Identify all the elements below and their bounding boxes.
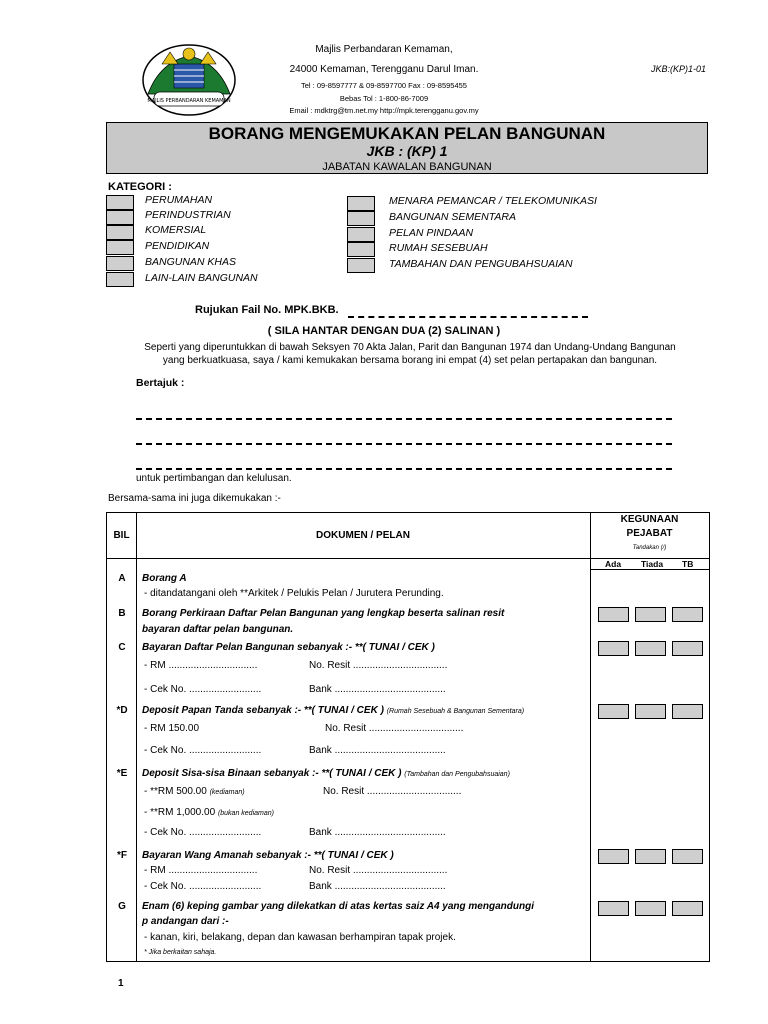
row-a-title: Borang A [142, 573, 187, 584]
enclosed-text: Bersama-sama ini juga dikemukakan :- [108, 493, 281, 504]
category-checkbox-komersial[interactable] [106, 225, 134, 240]
row-d-title: Deposit Papan Tanda sebanyak :- **( TUNAI / CEK ) [142, 705, 384, 716]
column-header-dokumen: DOKUMEN / PELAN [316, 530, 410, 541]
row-f-tb-box[interactable] [672, 849, 703, 864]
intro-line-2: yang berkuatkuasa, saya / kami kemukakan bersama borang ini empat (4) set pelan pertapakan dan bangunan. [162, 355, 658, 366]
category-label-menara: MENARA PEMANCAR / TELEKOMUNIKASI [389, 195, 597, 207]
row-c-ada-box[interactable] [598, 641, 629, 656]
header-line-4: Bebas Tol : 1-800-86-7009 [339, 94, 429, 103]
title-field-line-1[interactable] [136, 418, 672, 420]
row-d-resit: No. Resit .................................. [325, 723, 464, 734]
row-d-cek: - Cek No. .......................... [144, 745, 262, 756]
row-f-title: Bayaran Wang Amanah sebanyak :- **( TUNAI / CEK ) [142, 850, 394, 861]
row-g-sub: - kanan, kiri, belakang, depan dan kawasan berhampiran tapak projek. [144, 932, 456, 943]
category-checkbox-rumah-sesebuah[interactable] [347, 242, 375, 257]
row-c-rm: - RM ................................ [144, 660, 258, 671]
row-e-rm1: - **RM 500.00 [144, 786, 207, 797]
row-g-title: Enam (6) keping gambar yang dilekatkan di atas kertas saiz A4 yang mengandungi [142, 901, 534, 912]
row-c-bank: Bank ........................................ [309, 684, 446, 695]
row-d-bil: *D [116, 705, 128, 716]
department-name: JABATAN KAWALAN BANGUNAN [322, 161, 492, 173]
kategori-label: KATEGORI : [108, 181, 172, 193]
row-e-rm2-note: (bukan kediaman) [217, 810, 274, 817]
row-e-note: (Tambahan dan Pengubahsuaian) [404, 771, 510, 778]
file-reference-label: Rujukan Fail No. MPK.BKB. [195, 304, 339, 316]
documents-table [106, 512, 710, 962]
category-label-pendidikan: PENDIDIKAN [145, 240, 210, 252]
category-label-rumah-sesebuah: RUMAH SESEBUAH [389, 242, 488, 254]
category-label-sementara: BANGUNAN SEMENTARA [389, 211, 516, 223]
column-header-bil: BIL [113, 530, 130, 541]
category-checkbox-menara[interactable] [347, 196, 375, 211]
row-g-tiada-box[interactable] [635, 901, 666, 916]
row-e-bank: Bank ........................................ [309, 827, 446, 838]
row-e-cek: - Cek No. .......................... [144, 827, 262, 838]
row-d-ada-box[interactable] [598, 704, 629, 719]
row-b-title: Borang Perkiraan Daftar Pelan Bangunan yang lengkap beserta salinan resit [142, 608, 505, 619]
category-checkbox-lain-lain[interactable] [106, 272, 134, 287]
row-e-rm2: - **RM 1,000.00 [144, 807, 216, 818]
row-a-sub: - ditandatangani oleh **Arkitek / Pelukis Pelan / Jurutera Perunding. [144, 588, 444, 599]
form-title: BORANG MENGEMUKAKAN PELAN BANGUNAN [208, 124, 606, 143]
row-b-tiada-box[interactable] [635, 607, 666, 622]
category-checkbox-sementara[interactable] [347, 211, 375, 226]
row-c-resit: No. Resit .................................. [309, 660, 448, 671]
row-g-title-2: p andangan dari :- [142, 916, 229, 927]
logo-text: MAJLIS PERBANDARAN KEMAMAN [147, 98, 231, 104]
category-checkbox-pendidikan[interactable] [106, 240, 134, 255]
column-header-pejabat: PEJABAT [626, 528, 673, 539]
header-line-1: Majlis Perbandaran Kemaman, [315, 44, 453, 55]
consideration-text: untuk pertimbangan dan kelulusan. [136, 473, 292, 484]
category-label-komersial: KOMERSIAL [145, 224, 207, 236]
title-field-line-3[interactable] [136, 468, 672, 470]
row-d-tb-box[interactable] [672, 704, 703, 719]
row-f-cek: - Cek No. .......................... [144, 881, 262, 892]
row-d-note: (Rumah Sesebuah & Bangunan Sementara) [386, 708, 525, 715]
category-label-bangunan-khas: BANGUNAN KHAS [145, 256, 237, 268]
category-checkbox-pindaan[interactable] [347, 227, 375, 242]
row-c-cek: - Cek No. .......................... [144, 684, 262, 695]
bertajuk-label: Bertajuk : [136, 377, 185, 389]
category-label-tambahan: TAMBAHAN DAN PENGUBAHSUAIAN [389, 258, 573, 270]
row-f-rm: - RM ................................ [144, 865, 258, 876]
title-field-line-2[interactable] [136, 443, 672, 445]
category-label-perindustrian: PERINDUSTRIAN [145, 209, 231, 221]
header-line-2: 24000 Kemaman, Terengganu Darul Iman. [289, 64, 479, 75]
row-d-bank: Bank ........................................ [309, 745, 446, 756]
row-g-tb-box[interactable] [672, 901, 703, 916]
row-b-title-2: bayaran daftar pelan bangunan. [142, 624, 294, 635]
row-e-title-wrap [142, 768, 510, 779]
row-d-title-wrap [142, 705, 524, 716]
column-header-kegunaan: KEGUNAAN [620, 514, 679, 525]
row-b-bil: B [118, 608, 126, 619]
row-c-tiada-box[interactable] [635, 641, 666, 656]
file-reference-field[interactable] [348, 316, 588, 318]
row-d-tiada-box[interactable] [635, 704, 666, 719]
row-e-resit: No. Resit .................................. [323, 786, 462, 797]
tick-instruction: Tandakan (/) [632, 545, 667, 551]
category-label-perumahan: PERUMAHAN [145, 194, 213, 206]
page-number: 1 [118, 978, 124, 989]
row-f-resit: No. Resit .................................. [309, 865, 448, 876]
row-e-rm1-note: (kediaman) [209, 789, 245, 796]
category-label-pindaan: PELAN PINDAAN [389, 227, 474, 239]
row-f-ada-box[interactable] [598, 849, 629, 864]
header-line-3: Tel : 09-8597777 & 09-8597700 Fax : 09-8595455 [301, 81, 467, 90]
row-b-ada-box[interactable] [598, 607, 629, 622]
header-line-5: Email : mdktrg@tm.net.my http://mpk.terengganu.gov.my [289, 106, 479, 115]
row-c-title: Bayaran Daftar Pelan Bangunan sebanyak :- **( TUNAI / CEK ) [142, 642, 435, 653]
category-checkbox-perindustrian[interactable] [106, 210, 134, 225]
row-f-tiada-box[interactable] [635, 849, 666, 864]
copies-instruction: ( SILA HANTAR DENGAN DUA (2) SALINAN ) [267, 325, 501, 337]
column-tb: TB [682, 559, 694, 569]
row-a-bil: A [118, 573, 126, 584]
row-f-bank: Bank ........................................ [309, 881, 446, 892]
category-checkbox-perumahan[interactable] [106, 195, 134, 210]
title-box [106, 122, 708, 174]
intro-line-1: Seperti yang diperuntukkan di bawah Seksyen 70 Akta Jalan, Parit dan Bangunan 1974 dan Undang-Undang Bangunan [144, 342, 676, 353]
row-e-title: Deposit Sisa-sisa Binaan sebanyak :- **( TUNAI / CEK ) [142, 768, 402, 779]
intro-paragraph [110, 341, 710, 367]
row-c-tb-box[interactable] [672, 641, 703, 656]
column-ada: Ada [605, 559, 622, 569]
row-e-rm2-wrap [144, 807, 274, 818]
column-tiada: Tiada [641, 559, 664, 569]
row-b-tb-box[interactable] [672, 607, 703, 622]
form-code: JKB : (KP) 1 [366, 143, 448, 159]
category-checkbox-tambahan[interactable] [347, 258, 375, 273]
category-checkbox-bangunan-khas[interactable] [106, 256, 134, 271]
row-c-bil: C [118, 642, 126, 653]
row-g-ada-box[interactable] [598, 901, 629, 916]
footnote: * Jika berkaitan sahaja. [144, 949, 217, 956]
form-reference-code: JKB:(KP)1-01 [650, 64, 706, 74]
row-d-rm: - RM 150.00 [144, 723, 200, 734]
row-f-bil: *F [117, 850, 127, 861]
row-e-bil: *E [116, 768, 128, 779]
row-g-bil: G [118, 901, 126, 912]
category-label-lain-lain: LAIN-LAIN BANGUNAN [145, 272, 258, 284]
row-e-rm1-wrap [144, 786, 245, 797]
